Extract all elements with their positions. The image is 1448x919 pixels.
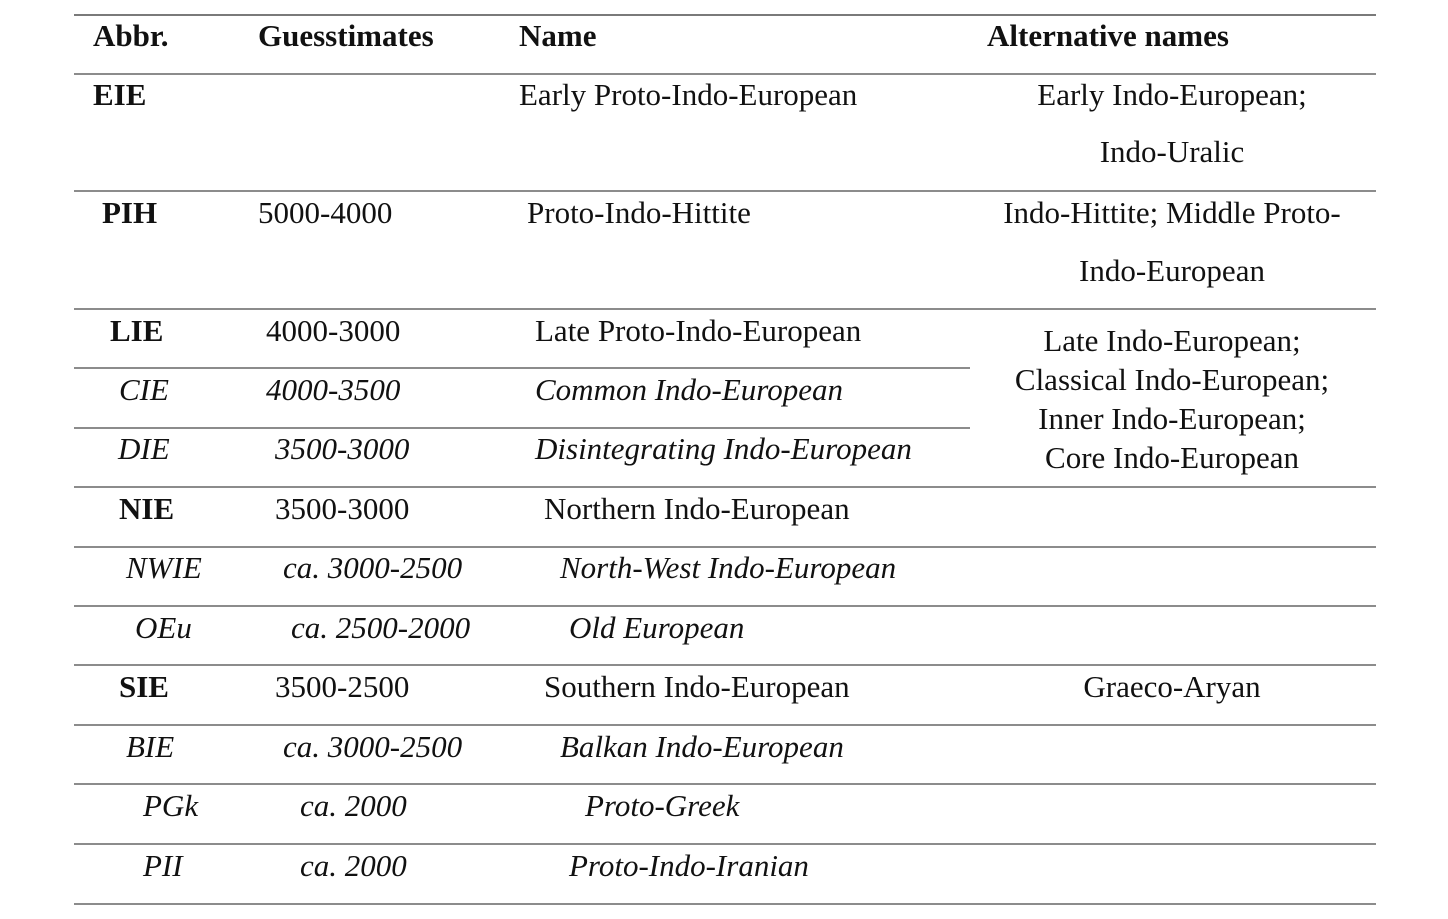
name-cell: Late Proto-Indo-European: [535, 313, 862, 348]
name-cell: Old European: [569, 610, 745, 645]
alt-name-line: Inner Indo-European;: [1038, 401, 1306, 436]
row-divider: [74, 546, 1376, 548]
alt-names-cell: [972, 669, 1372, 705]
guess-cell: ca. 2000: [300, 848, 407, 883]
guess-cell: ca. 3000-2500: [283, 550, 463, 585]
row-divider: [74, 664, 1376, 666]
abbr-cell: EIE: [93, 77, 147, 112]
name-cell: Northern Indo-European: [544, 491, 850, 526]
alt-name-line: Core Indo-European: [1045, 440, 1299, 475]
guess-cell: 3500-3000: [275, 491, 410, 526]
guess-cell: 3500-2500: [275, 669, 410, 704]
alt-name-line: Indo-Hittite; Middle Proto-: [1003, 195, 1341, 230]
table-bottom-rule: [74, 903, 1376, 905]
row-divider: [74, 605, 1376, 607]
alt-name-line: Early Indo-European;: [1037, 77, 1307, 112]
row-divider-partial: [74, 427, 970, 429]
alt-names-cell: [972, 195, 1372, 289]
header-guesstimates: Guesstimates: [258, 18, 434, 53]
alt-names-cell-lie-group: [972, 321, 1372, 477]
guess-cell: ca. 2500-2000: [291, 610, 471, 645]
name-cell: Disintegrating Indo-European: [535, 431, 912, 466]
header-rule: [74, 73, 1376, 75]
row-divider: [74, 486, 1376, 488]
abbr-cell: SIE: [119, 669, 169, 704]
abbr-cell: PII: [143, 848, 183, 883]
guess-cell: 5000-4000: [258, 195, 393, 230]
abbr-cell: DIE: [118, 431, 170, 466]
guess-cell: 3500-3000: [275, 431, 410, 466]
name-cell: Common Indo-European: [535, 372, 843, 407]
guess-cell: 4000-3000: [266, 313, 401, 348]
guess-cell: ca. 2000: [300, 788, 407, 823]
name-cell: Balkan Indo-European: [560, 729, 844, 764]
row-divider-partial: [74, 367, 970, 369]
alt-name-line: Graeco-Aryan: [1083, 669, 1261, 704]
row-divider: [74, 843, 1376, 845]
name-cell: Southern Indo-European: [544, 669, 850, 704]
alt-name-line: Classical Indo-European;: [1014, 362, 1330, 397]
table-top-rule: [74, 14, 1376, 16]
header-name: Name: [519, 18, 597, 53]
abbr-cell: NWIE: [126, 550, 202, 585]
alt-names-cell: [972, 77, 1372, 170]
abbr-cell: PGk: [143, 788, 199, 823]
alt-name-line: Indo-European: [1079, 253, 1265, 288]
guess-cell: ca. 3000-2500: [283, 729, 463, 764]
row-divider: [74, 308, 1376, 310]
abbr-cell: CIE: [119, 372, 169, 407]
name-cell: Early Proto-Indo-European: [519, 77, 858, 112]
row-divider: [74, 724, 1376, 726]
header-abbr: Abbr.: [93, 18, 169, 53]
alt-name-line: Indo-Uralic: [1099, 134, 1245, 169]
name-cell: Proto-Greek: [585, 788, 740, 823]
name-cell: North-West Indo-European: [560, 550, 897, 585]
name-cell: Proto-Indo-Hittite: [527, 195, 751, 230]
guess-cell: 4000-3500: [266, 372, 401, 407]
row-divider: [74, 190, 1376, 192]
abbr-cell: OEu: [135, 610, 192, 645]
row-divider: [74, 783, 1376, 785]
name-cell: Proto-Indo-Iranian: [569, 848, 809, 883]
header-alternative-names: Alternative names: [987, 18, 1229, 53]
abbr-cell: PIH: [102, 195, 158, 230]
abbr-cell: LIE: [110, 313, 164, 348]
abbr-cell: BIE: [126, 729, 175, 764]
abbr-cell: NIE: [119, 491, 175, 526]
alt-name-line: Late Indo-European;: [1043, 323, 1301, 358]
